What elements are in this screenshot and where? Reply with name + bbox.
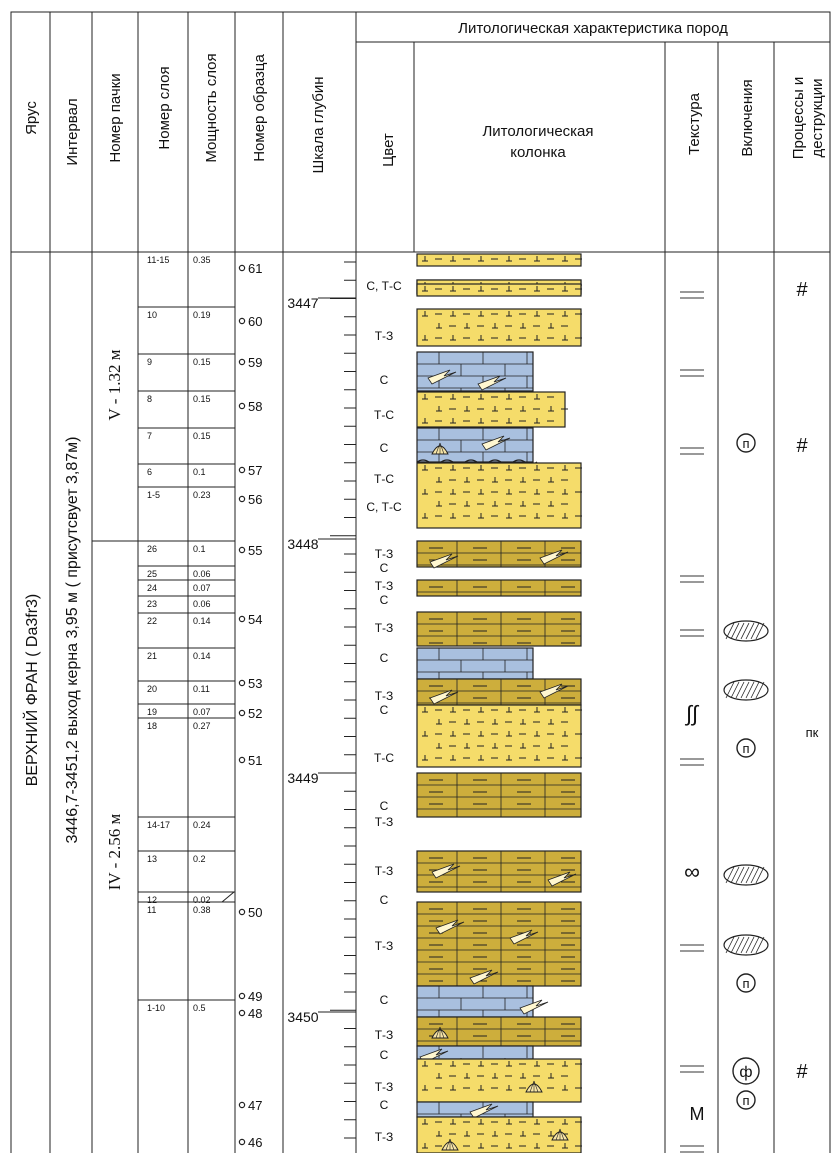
sample-number: 53 — [248, 676, 263, 691]
litho-layer — [417, 612, 581, 646]
inclusion-circle — [737, 434, 755, 452]
sample-dot — [239, 616, 244, 621]
inclusion-letter: п — [742, 1093, 750, 1108]
color-code: С — [379, 441, 389, 455]
layer-row — [138, 851, 235, 864]
sample-number: 56 — [248, 492, 263, 507]
layer-thickness: 0.06 — [193, 569, 211, 579]
color-code: С — [379, 1098, 389, 1112]
layer-thickness: 0.19 — [193, 310, 211, 320]
oval-outline — [724, 865, 768, 885]
sample-number: 47 — [248, 1098, 263, 1113]
layer-thickness: 0.23 — [193, 490, 211, 500]
layer-row — [138, 681, 235, 694]
depth-label: 3447 — [287, 295, 319, 311]
litho-layer — [417, 254, 581, 266]
color-code: Т-С — [374, 408, 394, 422]
sample-marker — [239, 753, 262, 768]
header-tekstura: Текстура — [686, 93, 703, 155]
layer-thickness: 0.35 — [193, 255, 211, 265]
layer-number: 12 — [147, 895, 158, 905]
sample-number: 61 — [248, 261, 263, 276]
inclusion-oval — [724, 680, 768, 700]
layer-row — [138, 354, 235, 367]
layer-number: 13 — [147, 854, 158, 864]
texture-parallel — [680, 630, 704, 636]
texture-parallel — [680, 1066, 704, 1072]
depth-label: 3449 — [287, 770, 319, 786]
layer-number: 7 — [147, 431, 153, 441]
layer-thickness: 0.07 — [193, 583, 211, 593]
layer-rows — [138, 255, 235, 1013]
sample-marker — [239, 706, 262, 721]
sample-marker — [239, 261, 262, 276]
depth-label: 3448 — [287, 536, 319, 552]
color-code: Т-З — [374, 815, 394, 829]
layer-row — [138, 718, 235, 731]
layer-row — [138, 428, 235, 441]
color-code: Т-З — [374, 329, 394, 343]
sample-number: 52 — [248, 706, 263, 721]
inclusion-oval — [724, 621, 768, 641]
process-hash: # — [796, 1061, 808, 1083]
layer-thickness: 0.14 — [193, 651, 211, 661]
header-sloy: Номер слоя — [156, 66, 173, 150]
color-code: С — [379, 593, 389, 607]
oval-outline — [724, 680, 768, 700]
layer-row — [138, 307, 235, 320]
color-code: Т-З — [374, 939, 394, 953]
layer-row — [138, 704, 235, 717]
layer-number: 1-5 — [147, 490, 161, 500]
color-code: Т-З — [374, 579, 394, 593]
texture-parallel — [680, 292, 704, 298]
color-codes — [366, 279, 402, 1144]
layer-row — [138, 613, 235, 626]
sample-dot — [239, 467, 244, 472]
layer-tick — [222, 892, 234, 902]
texture-oblique: ∫∫ — [685, 701, 699, 726]
sample-marker — [239, 314, 262, 329]
depth-scale — [287, 262, 356, 1138]
interval-label: 3446,7-3451,2 выход керна 3,95 м ( присутсвует 3,87м) — [64, 436, 81, 844]
litho-layer — [417, 352, 533, 391]
inclusion-letter: п — [742, 976, 750, 991]
header-kolonka-line1: Литологическая — [482, 123, 594, 140]
layer-row — [138, 1000, 235, 1013]
sample-dot — [239, 909, 244, 914]
color-code: Т-З — [374, 1080, 394, 1094]
layer-row — [138, 892, 235, 905]
oval-outline — [724, 935, 768, 955]
layer-thickness: 0.02 — [193, 895, 211, 905]
layer-number: 23 — [147, 599, 158, 609]
sample-dot — [239, 265, 244, 270]
sample-marker — [239, 1098, 262, 1113]
sample-number: 50 — [248, 905, 263, 920]
sample-dot — [239, 496, 244, 501]
color-code: Т-З — [374, 1028, 394, 1042]
layer-thickness: 0.38 — [193, 905, 211, 915]
sample-dot — [239, 710, 244, 715]
process-hash: # — [796, 279, 808, 301]
litho-layer — [417, 284, 581, 296]
color-code: Т-З — [374, 1130, 394, 1144]
layer-thickness: 0.14 — [193, 616, 211, 626]
sample-number: 59 — [248, 355, 263, 370]
depth-label: 3450 — [287, 1009, 319, 1025]
inclusion-oval — [724, 865, 768, 885]
sample-number: 51 — [248, 753, 263, 768]
header-processy-line1: Процессы и — [790, 76, 807, 160]
sample-dot — [239, 403, 244, 408]
sample-marker — [239, 492, 262, 507]
layer-number: 10 — [147, 310, 158, 320]
layer-row — [138, 391, 235, 404]
color-code: С, Т-С — [366, 500, 402, 514]
sample-number: 49 — [248, 989, 263, 1004]
layer-number: 11 — [147, 905, 157, 915]
texture-parallel — [680, 945, 704, 951]
layer-thickness: 0.06 — [193, 599, 211, 609]
inclusion-letter: п — [742, 741, 750, 756]
inclusion-circle — [737, 974, 755, 992]
color-code: Т-З — [374, 621, 394, 635]
color-code: Т-З — [374, 547, 394, 561]
layer-number: 11-15 — [147, 255, 170, 265]
header-processy-line2: деструкции — [809, 78, 826, 158]
sample-number: 48 — [248, 1006, 263, 1021]
sample-dot — [239, 318, 244, 323]
color-code: С — [379, 651, 389, 665]
header-pachka: Номер пачки — [107, 73, 124, 163]
sample-dot — [239, 757, 244, 762]
header-interval: Интервал — [64, 98, 81, 166]
layer-number: 26 — [147, 544, 158, 554]
texture-parallel — [680, 448, 704, 454]
layer-number: 24 — [147, 583, 158, 593]
sample-marker — [239, 989, 262, 1004]
inclusion-oval — [724, 935, 768, 955]
layer-number: 19 — [147, 707, 158, 717]
header-moshchnost: Мощность слоя — [203, 53, 220, 163]
header-shkala: Шкала глубин — [310, 76, 327, 174]
inclusion-circle — [737, 739, 755, 757]
layer-number: 22 — [147, 616, 158, 626]
layer-row — [138, 464, 235, 477]
process-symbols — [796, 279, 818, 1083]
litho-layer — [417, 428, 533, 462]
sample-number: 57 — [248, 463, 263, 478]
sample-number: 55 — [248, 543, 263, 558]
header-vklyucheniya: Включения — [739, 79, 756, 157]
layer-thickness: 0.15 — [193, 394, 211, 404]
color-code: Т-З — [374, 689, 394, 703]
sample-dot — [239, 1102, 244, 1107]
header-yarus: Ярус — [23, 101, 40, 135]
layer-row — [138, 541, 235, 554]
layer-number: 18 — [147, 721, 158, 731]
color-code: С — [379, 703, 389, 717]
layer-row — [138, 817, 235, 830]
sample-marker — [239, 1006, 262, 1021]
header-cvet: Цвет — [380, 133, 397, 167]
sample-marker — [239, 905, 262, 920]
sample-markers — [239, 261, 262, 1150]
layer-row — [138, 596, 235, 609]
sample-marker — [239, 399, 262, 414]
sample-dot — [239, 547, 244, 552]
color-code: С — [379, 1048, 389, 1062]
litho-layer — [417, 463, 581, 528]
layer-row — [147, 255, 211, 265]
sample-number: 60 — [248, 314, 263, 329]
layer-number: 9 — [147, 357, 153, 367]
pack-label-iv: IV - 2.56 м — [105, 813, 124, 891]
layer-thickness: 0.11 — [193, 684, 210, 694]
pack-label-v: V - 1.32 м — [105, 349, 124, 421]
sample-dot — [239, 1010, 244, 1015]
layer-thickness: 0.5 — [193, 1003, 206, 1013]
sample-marker — [239, 543, 262, 558]
inclusion-circle — [737, 1091, 755, 1109]
color-code: С — [379, 799, 389, 813]
layer-number: 8 — [147, 394, 153, 404]
process-hash: # — [796, 435, 808, 457]
litho-layer — [417, 1059, 581, 1102]
layer-number: 20 — [147, 684, 158, 694]
oval-outline — [724, 621, 768, 641]
layer-thickness: 0.1 — [193, 467, 206, 477]
layer-row — [138, 566, 235, 579]
sample-number: 54 — [248, 612, 263, 627]
sample-marker — [239, 676, 262, 691]
color-code: С — [379, 561, 389, 575]
layer-number: 21 — [147, 651, 158, 661]
sample-number: 46 — [248, 1135, 263, 1150]
inclusion-letter: п — [742, 436, 750, 451]
texture-lenticular: ∞ — [684, 859, 700, 884]
texture-m: M — [689, 1104, 705, 1124]
lithology-column — [417, 254, 582, 1153]
color-code: Т-С — [374, 472, 394, 486]
layer-thickness: 0.27 — [193, 721, 211, 731]
process-pk: пк — [805, 725, 819, 740]
texture-parallel — [680, 1146, 704, 1152]
color-code: С — [379, 893, 389, 907]
sample-dot — [239, 1139, 244, 1144]
inclusion-symbols — [724, 434, 768, 1109]
sample-dot — [239, 359, 244, 364]
color-code: С — [379, 373, 389, 387]
layer-thickness: 0.1 — [193, 544, 206, 554]
layer-thickness: 0.15 — [193, 431, 211, 441]
sample-marker — [239, 463, 262, 478]
litho-layer — [417, 648, 533, 679]
texture-parallel — [680, 759, 704, 765]
sample-number: 58 — [248, 399, 263, 414]
color-code: Т-С — [374, 751, 394, 765]
sample-marker — [239, 612, 262, 627]
inclusion-circle — [733, 1058, 759, 1084]
group-title: Литологическая характеристика пород — [458, 20, 728, 37]
color-code: Т-З — [374, 864, 394, 878]
stage-label: ВЕРХНИЙ ФРАН ( Da3fr3) — [24, 593, 41, 787]
layer-number: 1-10 — [147, 1003, 166, 1013]
layer-row — [138, 487, 235, 500]
header-kolonka-line2: колонка — [510, 144, 566, 161]
layer-number: 25 — [147, 569, 158, 579]
header-obrazec: Номер образца — [251, 54, 268, 162]
layer-thickness: 0.15 — [193, 357, 211, 367]
color-code: С, Т-С — [366, 279, 402, 293]
texture-symbols — [680, 292, 705, 1152]
texture-parallel — [680, 370, 704, 376]
layer-number: 14-17 — [147, 820, 171, 830]
litho-layer — [417, 986, 533, 1017]
layer-thickness: 0.07 — [193, 707, 211, 717]
sample-marker — [239, 1135, 262, 1150]
inclusion-letter: ф — [739, 1064, 753, 1081]
layer-thickness: 0.24 — [193, 820, 211, 830]
texture-parallel — [680, 576, 704, 582]
litho-layer — [417, 580, 581, 596]
color-code: С — [379, 993, 389, 1007]
sample-dot — [239, 993, 244, 998]
litho-layer — [417, 902, 581, 986]
layer-thickness: 0.2 — [193, 854, 206, 864]
sample-dot — [239, 680, 244, 685]
layer-number: 6 — [147, 467, 153, 477]
layer-row — [138, 580, 235, 593]
layer-row — [138, 648, 235, 661]
sample-marker — [239, 355, 262, 370]
